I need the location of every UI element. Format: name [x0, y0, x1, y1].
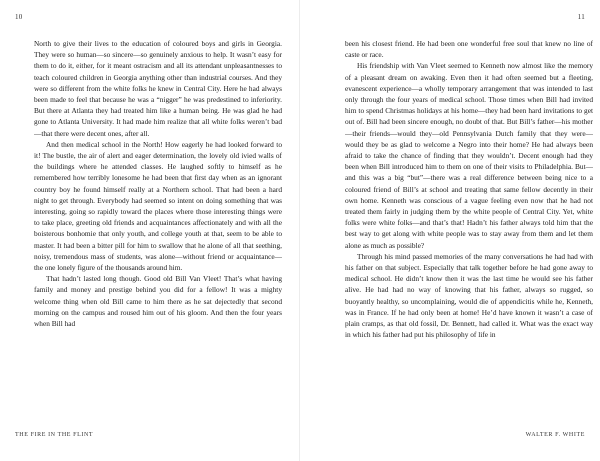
page-body	[34, 38, 282, 426]
page-number: 11	[577, 13, 585, 21]
paragraph: been his closest friend. He had been one wonderful free soul that knew no line of caste or race.	[345, 39, 593, 60]
page-body	[345, 38, 593, 426]
right-page	[300, 0, 600, 461]
running-footer-title: THE FIRE IN THE FLINT	[15, 432, 94, 438]
paragraph: His friendship with Van Vleet seemed to Kenneth now almost like the memory of a pleasant dream on awaking. Even then it had often seemed but a fleeting, evanescent experience—a wholly temporary arrangement that was intended to last only through the four years of medical school. Those times when Bill had invited him to spend Christmas holidays at his home—they had been hard invitations to get out of. Bill had been sincere enough, no doubt of that. But Bill’s father—his mother—their friends—would they—old Pennsylvania Dutch family that they were—would they be as glad to welcome a Negro into their home? He had always been afraid to take the chance of finding that they wouldn’t. Decent enough had they been when Bill introduced him to them on one of their visits to Philadelphia. But—and this was a big “but”—there was a real difference between being nice to a coloured friend of Bill’s at school and treating that same fellow decently in their own home. Kenneth was conscious of a vague feeling even now that he had not treated them fairly in judging them by the white people of Central City. Yet, white folks were white folks—and that’s that! Hadn’t his father always told him that the best way to get along with white people was to stay away from them and let them alone as much as possible?	[345, 61, 593, 250]
paragraph: Through his mind passed memories of the many conversations he had had with his father on that subject. Especially that talk together before he had gone away to medical school. He didn’t know then it was the last time he would see his father alive. He had had no way of knowing that his father, always so rugged, so buoyantly healthy, so uncomplaining, would die of appendicitis while he, Kenneth, was in France. If he had only been at home! He’d have known it wasn’t a case of plain cramps, as that old fossil, Dr. Bennett, had called it. What was the exact way in which his father had put his philosophy of life in	[345, 251, 593, 340]
page-number: 10	[15, 13, 23, 21]
running-footer-author: WALTER F. WHITE	[525, 432, 585, 438]
paragraph: North to give their lives to the education of coloured boys and girls in Georgia. They were so human—so sincere—so genuinely anxious to help. It wasn’t easy for them to do it, either, for it meant ostracism and all its attendant unpleasantnesses to teach coloured children in Georgia anything other than industrial courses. And they were so different from the white folks he knew in Central City. Here he had always been made to feel that because he was a “nigger” he was predestined to inferiority. But there at Atlanta they had treated him like a human being. He was glad he had gone to Atlanta University. It had made him realize that all white folks weren’t bad—that there were decent ones, after all.	[34, 39, 282, 138]
paragraph: And then medical school in the North! How eagerly he had looked forward to it! The bustle, the air of alert and eager determination, the lovely old ivied walls of the buildings where he attended classes. He laughed softly to himself as he remembered how terribly lonesome he had been that first day when as an ignorant country boy he found himself really at a Northern school. That had been a hard night to get through. Everybody had seemed so intent on doing something that was interesting, going so rapidly toward the places where those interesting things were to take place, greeting old friends and acquaintances affectionately and with all the boisterous bonhomie that only youth, and college youth at that, seem to be able to master. It had been a bitter pill for him to swallow that he alone of all that seething, noisy, tremendous mass of students, was alone—without friend or acquaintance—the one lonely figure of the thousands around him.	[34, 139, 282, 273]
paragraph: That hadn’t lasted long though. Good old Bill Van Vleet! That’s what having family and money and prestige behind you did for a fellow! It was a mighty welcome thing when old Bill came to him there as he sat dejectedly that second morning on the campus and roused him out of his gloom. And then the four years when Bill had	[34, 274, 282, 329]
